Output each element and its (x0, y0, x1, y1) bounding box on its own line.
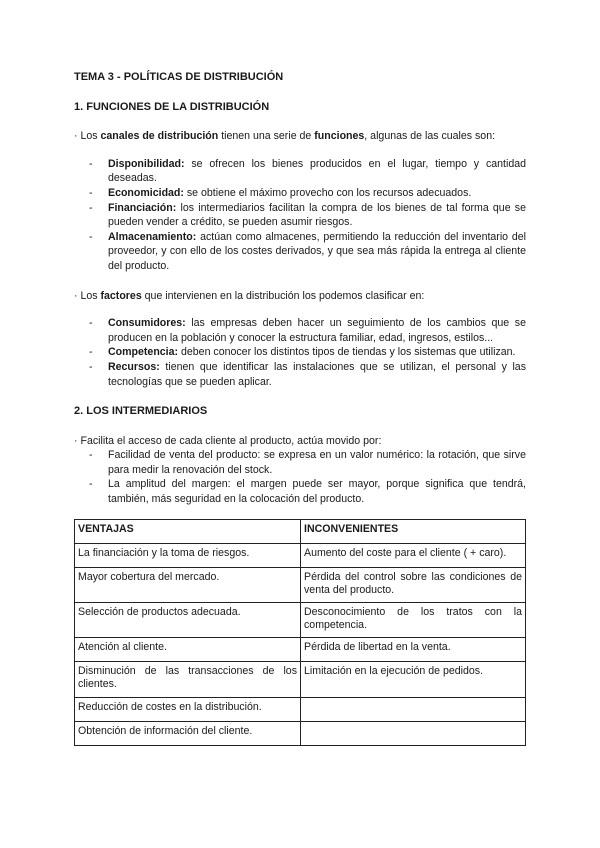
funciones-list (74, 157, 526, 274)
document-page (74, 70, 526, 746)
column-header-inconvenientes: INCONVENIENTES (301, 519, 526, 543)
table-cell: Desconocimiento de los tratos con la competencia. (301, 602, 526, 637)
section-2-heading: 2. LOS INTERMEDIARIOS (74, 405, 208, 418)
funciones-intro: · Los canales de distribución tienen una serie de funciones, algunas de las cuales son: (74, 130, 496, 143)
table-cell: Pérdida de libertad en la venta. (301, 637, 526, 661)
document-title: TEMA 3 - POLÍTICAS DE DISTRIBUCIÓN (74, 71, 284, 83)
table-cell: Obtención de información del cliente. (75, 721, 301, 745)
table-cell: Pérdida del control sobre las condiciones de venta del producto. (301, 567, 526, 602)
list-item: - Recursos: tienen que identificar las instalaciones que se utilizan, el personal y las tecnologías que se pueden aplicar. (89, 360, 526, 388)
list-item: - Financiación: los intermediarios facilitan la compra de los bienes de tal forma que se pueden vender a crédito, se pueden asumir riesgos. (89, 201, 526, 229)
table-cell: Limitación en la ejecución de pedidos. (301, 661, 526, 697)
factores-intro: · Los factores que intervienen en la distribución los podemos clasificar en: (74, 289, 425, 302)
list-item: - Consumidores: las empresas deben hacer un seguimiento de los cambios que se producen en la población y conocer la estructura familiar, edad, ingresos, estilos... (89, 317, 526, 344)
table-cell (301, 721, 526, 745)
table-row (75, 721, 526, 745)
table-row (75, 661, 526, 697)
table-row (75, 637, 526, 661)
column-header-ventajas: VENTAJAS (75, 519, 301, 543)
table-row (75, 697, 526, 721)
list-item: - Economicidad: se obtiene el máximo provecho con los recursos adecuados. (89, 186, 472, 199)
table-cell: Selección de productos adecuada. (75, 602, 301, 637)
table-header-row (75, 519, 526, 543)
list-item: - Almacenamiento: actúan como almacenes, permitiendo la reducción del inventario del proveedor, y con ello de los costes derivados, y que sea más rápida la entrega al cliente del producto. (89, 230, 526, 272)
intermediarios-list (74, 448, 526, 506)
list-item: - Facilidad de venta del producto: se expresa en un valor numérico: la rotación, que sirve para medir la renovación del stock. (89, 449, 526, 476)
table-cell: Atención al cliente. (75, 637, 301, 661)
factores-list (74, 316, 526, 389)
table-cell: Disminución de las transacciones de los clientes. (75, 661, 301, 697)
section-1-heading: 1. FUNCIONES DE LA DISTRIBUCIÓN (74, 100, 270, 113)
list-item: - La amplitud del margen: el margen puede ser mayor, porque significa que tendrá, también, más seguridad en la colocación del producto. (89, 478, 526, 506)
table-cell: Mayor cobertura del mercado. (75, 567, 301, 602)
table-cell (301, 697, 526, 721)
list-item: - Competencia: deben conocer los distintos tipos de tiendas y los sistemas que utilizan. (89, 346, 516, 359)
table-cell: La financiación y la toma de riesgos. (75, 543, 301, 567)
table-cell: Aumento del coste para el cliente ( + caro). (301, 543, 526, 567)
table-row (75, 567, 526, 602)
table-row (75, 602, 526, 637)
intermediarios-intro: · Facilita el acceso de cada cliente al producto, actúa movido por: (74, 434, 382, 447)
table-row (75, 543, 526, 567)
ventajas-inconvenientes-table (74, 519, 526, 746)
list-item: - Disponibilidad: se ofrecen los bienes producidos en el lugar, tiempo y cantidad deseadas. (89, 157, 526, 185)
table-cell: Reducción de costes en la distribución. (75, 697, 301, 721)
